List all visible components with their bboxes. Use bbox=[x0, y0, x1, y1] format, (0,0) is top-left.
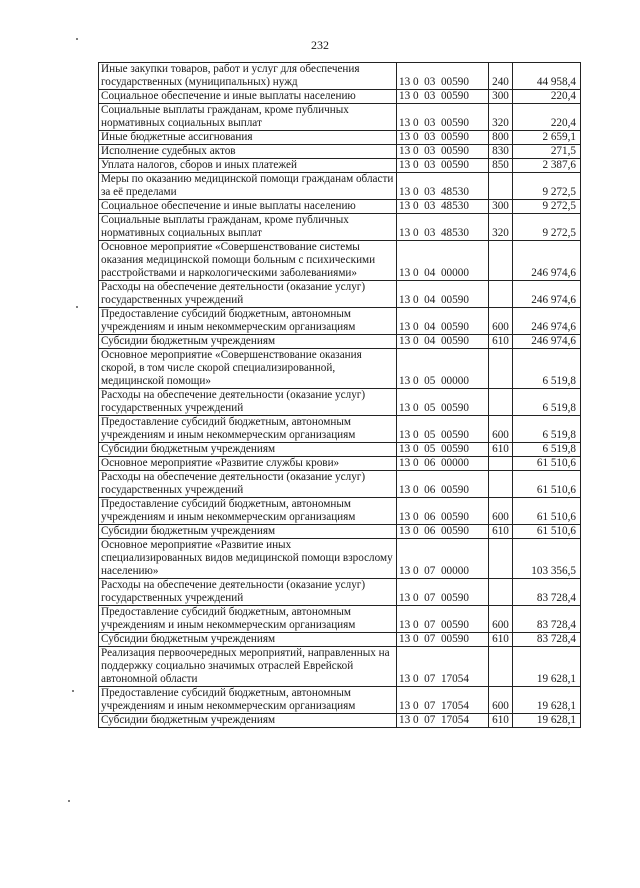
row-expense-type bbox=[489, 471, 513, 498]
row-target-code: 13 0 03 00590 bbox=[397, 63, 489, 90]
row-expense-type bbox=[489, 457, 513, 471]
row-amount: 61 510,6 bbox=[513, 457, 581, 471]
row-name: Социальное обеспечение и иные выплаты населению bbox=[99, 200, 397, 214]
row-name: Субсидии бюджетным учреждениям bbox=[99, 525, 397, 539]
row-amount: 6 519,8 bbox=[513, 389, 581, 416]
row-expense-type bbox=[489, 281, 513, 308]
page-number: 232 bbox=[311, 38, 329, 52]
row-amount: 6 519,8 bbox=[513, 349, 581, 389]
row-expense-type: 240 bbox=[489, 63, 513, 90]
row-expense-type bbox=[489, 579, 513, 606]
row-target-code: 13 0 06 00000 bbox=[397, 457, 489, 471]
row-amount: 103 356,5 bbox=[513, 539, 581, 579]
row-amount: 2 387,6 bbox=[513, 159, 581, 173]
row-amount: 6 519,8 bbox=[513, 416, 581, 443]
row-name: Основное мероприятие «Развитие службы крови» bbox=[99, 457, 397, 471]
row-target-code: 13 0 07 17054 bbox=[397, 687, 489, 714]
row-expense-type: 300 bbox=[489, 200, 513, 214]
row-name: Субсидии бюджетным учреждениям bbox=[99, 633, 397, 647]
row-amount: 246 974,6 bbox=[513, 241, 581, 281]
row-expense-type: 610 bbox=[489, 714, 513, 728]
table-row bbox=[99, 471, 581, 498]
table-row bbox=[99, 579, 581, 606]
row-amount: 9 272,5 bbox=[513, 200, 581, 214]
row-amount: 19 628,1 bbox=[513, 647, 581, 687]
table-row bbox=[99, 281, 581, 308]
row-amount: 19 628,1 bbox=[513, 687, 581, 714]
row-expense-type bbox=[489, 349, 513, 389]
row-expense-type: 610 bbox=[489, 443, 513, 457]
scan-speck bbox=[68, 800, 70, 802]
row-expense-type: 610 bbox=[489, 525, 513, 539]
table-row bbox=[99, 525, 581, 539]
budget-table-body bbox=[99, 63, 581, 728]
row-amount: 246 974,6 bbox=[513, 308, 581, 335]
row-name: Субсидии бюджетным учреждениям bbox=[99, 714, 397, 728]
table-row bbox=[99, 606, 581, 633]
row-amount: 9 272,5 bbox=[513, 214, 581, 241]
row-expense-type: 320 bbox=[489, 104, 513, 131]
row-name: Расходы на обеспечение деятельности (оказание услуг) государственных учреждений bbox=[99, 471, 397, 498]
row-target-code: 13 0 05 00590 bbox=[397, 389, 489, 416]
row-expense-type: 830 bbox=[489, 145, 513, 159]
row-name: Предоставление субсидий бюджетным, автономным учреждениям и иным некоммерческим организациям bbox=[99, 416, 397, 443]
table-row bbox=[99, 214, 581, 241]
row-target-code: 13 0 03 00590 bbox=[397, 145, 489, 159]
row-expense-type: 600 bbox=[489, 308, 513, 335]
row-target-code: 13 0 04 00590 bbox=[397, 281, 489, 308]
table-row bbox=[99, 308, 581, 335]
row-amount: 2 659,1 bbox=[513, 131, 581, 145]
row-target-code: 13 0 07 17054 bbox=[397, 714, 489, 728]
row-expense-type bbox=[489, 389, 513, 416]
row-amount: 246 974,6 bbox=[513, 281, 581, 308]
table-row bbox=[99, 173, 581, 200]
row-name: Предоставление субсидий бюджетным, автономным учреждениям и иным некоммерческим организациям bbox=[99, 308, 397, 335]
row-expense-type: 610 bbox=[489, 335, 513, 349]
row-expense-type bbox=[489, 539, 513, 579]
table-row bbox=[99, 335, 581, 349]
row-expense-type: 600 bbox=[489, 606, 513, 633]
row-expense-type: 600 bbox=[489, 498, 513, 525]
row-target-code: 13 0 03 00590 bbox=[397, 104, 489, 131]
row-expense-type: 300 bbox=[489, 90, 513, 104]
row-amount: 44 958,4 bbox=[513, 63, 581, 90]
table-row bbox=[99, 633, 581, 647]
row-amount: 220,4 bbox=[513, 104, 581, 131]
row-amount: 271,5 bbox=[513, 145, 581, 159]
row-target-code: 13 0 04 00590 bbox=[397, 335, 489, 349]
scan-speck bbox=[76, 306, 78, 308]
row-name: Субсидии бюджетным учреждениям bbox=[99, 443, 397, 457]
row-expense-type: 320 bbox=[489, 214, 513, 241]
budget-table bbox=[98, 62, 581, 728]
row-name: Предоставление субсидий бюджетным, автономным учреждениям и иным некоммерческим организациям bbox=[99, 687, 397, 714]
row-name: Меры по оказанию медицинской помощи гражданам области за её пределами bbox=[99, 173, 397, 200]
row-amount: 19 628,1 bbox=[513, 714, 581, 728]
row-name: Предоставление субсидий бюджетным, автономным учреждениям и иным некоммерческим организациям bbox=[99, 606, 397, 633]
row-amount: 83 728,4 bbox=[513, 633, 581, 647]
row-expense-type bbox=[489, 647, 513, 687]
scan-speck bbox=[72, 690, 74, 692]
row-expense-type: 600 bbox=[489, 687, 513, 714]
table-row bbox=[99, 90, 581, 104]
row-name: Субсидии бюджетным учреждениям bbox=[99, 335, 397, 349]
table-row bbox=[99, 104, 581, 131]
table-row bbox=[99, 416, 581, 443]
row-name: Иные закупки товаров, работ и услуг для обеспечения государственных (муниципальных) нужд bbox=[99, 63, 397, 90]
table-row bbox=[99, 389, 581, 416]
row-name: Расходы на обеспечение деятельности (оказание услуг) государственных учреждений bbox=[99, 281, 397, 308]
row-name: Исполнение судебных актов bbox=[99, 145, 397, 159]
row-target-code: 13 0 05 00590 bbox=[397, 443, 489, 457]
row-target-code: 13 0 04 00590 bbox=[397, 308, 489, 335]
table-row bbox=[99, 457, 581, 471]
row-target-code: 13 0 03 00590 bbox=[397, 159, 489, 173]
row-name: Социальные выплаты гражданам, кроме публичных нормативных социальных выплат bbox=[99, 214, 397, 241]
row-amount: 6 519,8 bbox=[513, 443, 581, 457]
table-row bbox=[99, 714, 581, 728]
row-name: Расходы на обеспечение деятельности (оказание услуг) государственных учреждений bbox=[99, 579, 397, 606]
row-name: Основное мероприятие «Развитие иных специализированных видов медицинской помощи взрослому населению» bbox=[99, 539, 397, 579]
row-target-code: 13 0 03 48530 bbox=[397, 173, 489, 200]
table-row bbox=[99, 539, 581, 579]
row-target-code: 13 0 06 00590 bbox=[397, 525, 489, 539]
table-row bbox=[99, 159, 581, 173]
table-row bbox=[99, 241, 581, 281]
row-name: Иные бюджетные ассигнования bbox=[99, 131, 397, 145]
table-row bbox=[99, 443, 581, 457]
row-expense-type: 600 bbox=[489, 416, 513, 443]
row-target-code: 13 0 03 00590 bbox=[397, 131, 489, 145]
row-name: Реализация первоочередных мероприятий, направленных на поддержку социально значимых отраслей Еврейской автономной области bbox=[99, 647, 397, 687]
scan-speck bbox=[76, 38, 78, 40]
row-name: Уплата налогов, сборов и иных платежей bbox=[99, 159, 397, 173]
row-expense-type bbox=[489, 241, 513, 281]
row-name: Основное мероприятие «Совершенствование оказания скорой, в том числе скорой специализированной, медицинской помощи» bbox=[99, 349, 397, 389]
row-target-code: 13 0 07 00590 bbox=[397, 633, 489, 647]
row-target-code: 13 0 05 00590 bbox=[397, 416, 489, 443]
row-expense-type: 850 bbox=[489, 159, 513, 173]
row-name: Расходы на обеспечение деятельности (оказание услуг) государственных учреждений bbox=[99, 389, 397, 416]
row-target-code: 13 0 03 00590 bbox=[397, 90, 489, 104]
row-amount: 9 272,5 bbox=[513, 173, 581, 200]
row-target-code: 13 0 06 00590 bbox=[397, 498, 489, 525]
row-expense-type: 800 bbox=[489, 131, 513, 145]
row-target-code: 13 0 03 48530 bbox=[397, 200, 489, 214]
table-row bbox=[99, 647, 581, 687]
row-amount: 61 510,6 bbox=[513, 498, 581, 525]
row-expense-type bbox=[489, 173, 513, 200]
table-row bbox=[99, 131, 581, 145]
row-amount: 220,4 bbox=[513, 90, 581, 104]
table-row bbox=[99, 63, 581, 90]
row-target-code: 13 0 07 00000 bbox=[397, 539, 489, 579]
table-row bbox=[99, 200, 581, 214]
row-name: Основное мероприятие «Совершенствование системы оказания медицинской помощи больным с психическими расстройствами и наркологическими заболеваниями» bbox=[99, 241, 397, 281]
row-amount: 83 728,4 bbox=[513, 579, 581, 606]
table-row bbox=[99, 349, 581, 389]
row-target-code: 13 0 07 00590 bbox=[397, 579, 489, 606]
row-target-code: 13 0 07 00590 bbox=[397, 606, 489, 633]
table-row bbox=[99, 498, 581, 525]
row-name: Предоставление субсидий бюджетным, автономным учреждениям и иным некоммерческим организациям bbox=[99, 498, 397, 525]
row-expense-type: 610 bbox=[489, 633, 513, 647]
table-row bbox=[99, 145, 581, 159]
row-target-code: 13 0 06 00590 bbox=[397, 471, 489, 498]
row-amount: 246 974,6 bbox=[513, 335, 581, 349]
table-row bbox=[99, 687, 581, 714]
row-target-code: 13 0 05 00000 bbox=[397, 349, 489, 389]
row-name: Социальные выплаты гражданам, кроме публичных нормативных социальных выплат bbox=[99, 104, 397, 131]
row-amount: 83 728,4 bbox=[513, 606, 581, 633]
row-target-code: 13 0 03 48530 bbox=[397, 214, 489, 241]
row-target-code: 13 0 07 17054 bbox=[397, 647, 489, 687]
row-name: Социальное обеспечение и иные выплаты населению bbox=[99, 90, 397, 104]
row-amount: 61 510,6 bbox=[513, 525, 581, 539]
row-amount: 61 510,6 bbox=[513, 471, 581, 498]
row-target-code: 13 0 04 00000 bbox=[397, 241, 489, 281]
